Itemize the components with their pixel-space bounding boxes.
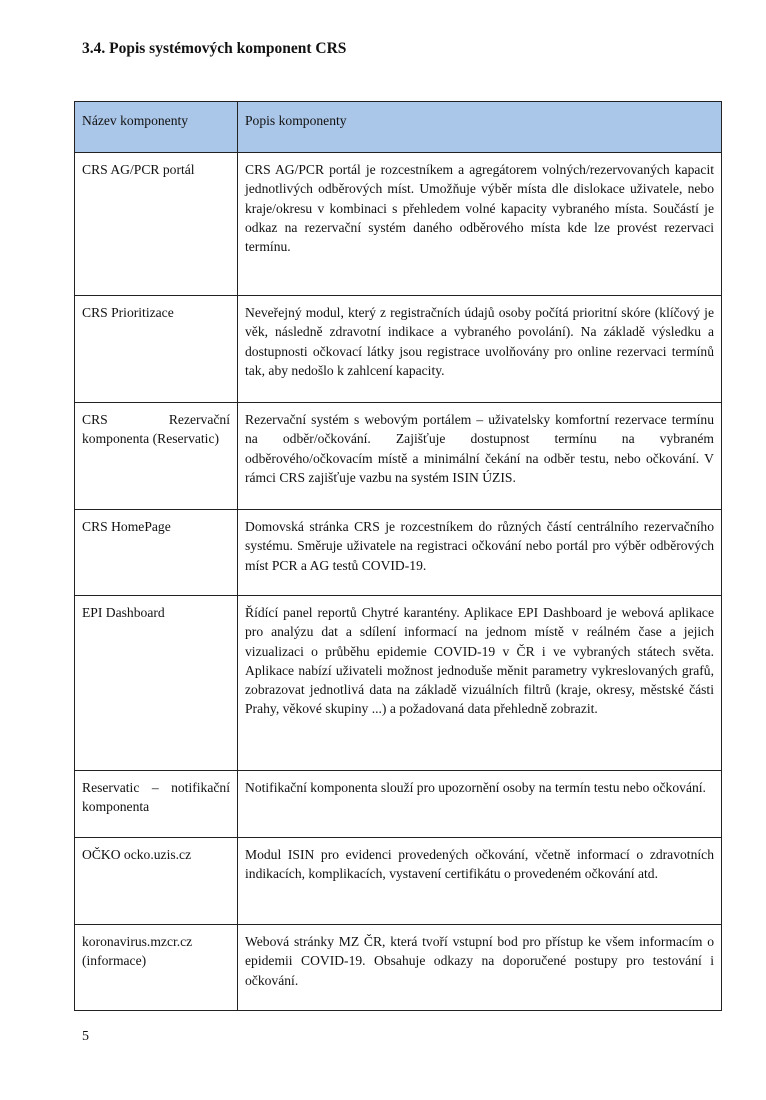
page-number: 5	[82, 1029, 89, 1044]
section-title: 3.4. Popis systémových komponent CRS	[82, 40, 347, 57]
component-name: Reservatic – notifikační komponenta	[75, 771, 238, 838]
component-description: Rezervační systém s webovým portálem – uživatelsky komfortní rezervace termínu na odběr/očkování. Zajišťuje dostupnost termínu na vybraném odběrového/očkovacím místě a minimální čekání na odběr testu, nebo očkování. V rámci CRS zajišťuje vazbu na systém ISIN ÚZIS.	[238, 403, 722, 510]
component-name: EPI Dashboard	[75, 596, 238, 771]
table-row	[75, 153, 722, 296]
table-row	[75, 838, 722, 925]
table-row	[75, 296, 722, 403]
table-row	[75, 403, 722, 510]
component-description: Neveřejný modul, který z registračních údajů osoby počítá prioritní skóre (klíčový je věk, následně zdravotní indikace a vybraného povolání). Na základě výsledku a dostupnosti očkovací látky jsou registrace uvolňovány pro online rezervaci termínů tak, aby nedošlo k zahlcení kapacity.	[238, 296, 722, 403]
table-row	[75, 510, 722, 596]
component-description: Webová stránky MZ ČR, která tvoří vstupní bod pro přístup ke všem informacím o epidemii COVID-19. Obsahuje odkazy na doporučené postupy pro testování i očkování.	[238, 925, 722, 1011]
table-header-row	[75, 102, 722, 153]
component-name: CRS HomePage	[75, 510, 238, 596]
component-description: Domovská stránka CRS je rozcestníkem do různých částí centrálního rezervačního systému. Směruje uživatele na registraci očkování nebo portál pro výběr odběrových míst PCR a AG testů COVID-19.	[238, 510, 722, 596]
header-component-description: Popis komponenty	[238, 102, 722, 153]
component-name: koronavirus.mzcr.cz (informace)	[75, 925, 238, 1011]
component-description: Modul ISIN pro evidenci provedených očkování, včetně informací o zdravotních indikacích, komplikacích, vystavení certifikátu o provedeném očkování atd.	[238, 838, 722, 925]
table-row	[75, 771, 722, 838]
table-row	[75, 596, 722, 771]
component-description: Řídící panel reportů Chytré karantény. Aplikace EPI Dashboard je webová aplikace pro analýzu dat a sdílení informací na jednom místě v reálném čase a jejich vizualizaci o průběhu epidemie COVID-19 v ČR i ve vybraných státech světa. Aplikace nabízí uživateli možnost jednoduše měnit parametry vykreslovaných grafů, zobrazovat jednotlivá data na základě vizuálních filtrů (kraje, okresy, městské části Prahy, věkové skupiny ...) a požadovaná data přehledně zobrazit.	[238, 596, 722, 771]
component-description: Notifikační komponenta slouží pro upozornění osoby na termín testu nebo očkování.	[238, 771, 722, 838]
component-table	[74, 101, 722, 1011]
component-description: CRS AG/PCR portál je rozcestníkem a agregátorem volných/rezervovaných kapacit jednotlivých odběrových míst. Umožňuje výběr místa dle dislokace uživatele, nebo kraje/okresu v kombinaci s přehledem volné kapacity vybraného místa. Součástí je odkaz na rezervační systém daného odběrového místa kde lze provést rezervaci termínu.	[238, 153, 722, 296]
component-name: OČKO ocko.uzis.cz	[75, 838, 238, 925]
header-component-name: Název komponenty	[75, 102, 238, 153]
component-name: CRS AG/PCR portál	[75, 153, 238, 296]
component-name: CRS Rezervační komponenta (Reservatic)	[75, 403, 238, 510]
component-name: CRS Prioritizace	[75, 296, 238, 403]
table-row	[75, 925, 722, 1011]
